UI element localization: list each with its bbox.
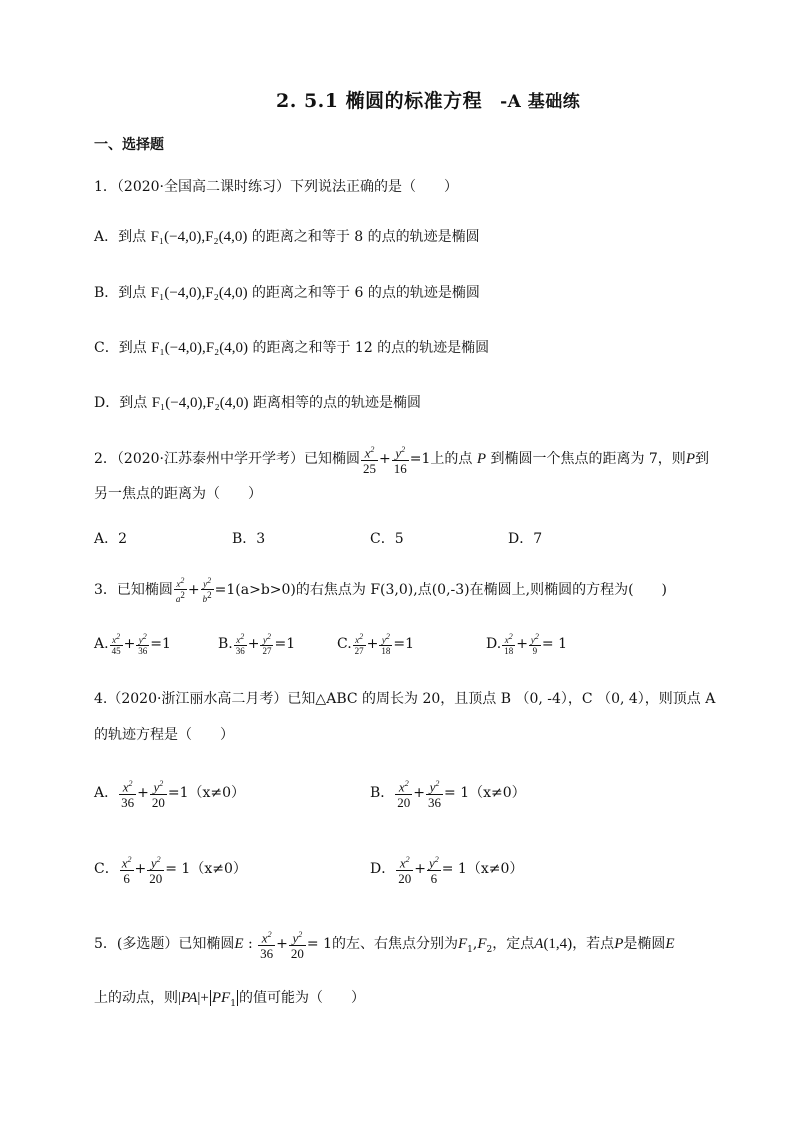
q3-option-b: B. $\frac{x^2}{36}$ + $\frac{y^2}{27}$ =1	[218, 632, 296, 656]
q4-option-a: A． $\frac{x^2}{36}$ + $\frac{y^2}{20}$ =1（x≠0）	[94, 776, 245, 810]
title-main: 2. 5.1 椭圆的标准方程	[276, 90, 483, 112]
q1-option-b: B．到点 F₁(−4,0),F₂(4,0) 的距离之和等于 6 的点的轨迹是椭圆	[94, 285, 480, 301]
q4-stem-line2: 的轨迹方程是（ ）	[94, 727, 234, 743]
q5-stem: 5．(多选题）已知椭圆E : $\frac{x^2}{36}$ + $\frac{y^2}{20}$ = 1的左、右焦点分别为$F_1,F_2$，定点A(1,4)，若点P是椭圆E	[94, 927, 675, 961]
q2-option-b: B．3	[232, 531, 266, 547]
page-title	[276, 86, 580, 113]
q4-option-c: C． $\frac{x^2}{6}$ + $\frac{y^2}{20}$ = 1（x≠0）	[94, 852, 247, 886]
fraction: $\frac{x^2}{25}$	[361, 442, 378, 476]
q2-stem: 2．（2020·江苏泰州中学开学考）已知椭圆 $\frac{x^2}{25}$ + $\frac{y^2}{16}$ =1上的点 P 到椭圆一个焦点的距离为 7，则P到	[94, 442, 709, 476]
q1-option-d: D．到点 F₁(−4,0),F₂(4,0) 距离相等的点的轨迹是椭圆	[94, 395, 421, 411]
section-heading: 一、选择题	[94, 137, 164, 153]
q3-option-d: D. $\frac{x^2}{18}$ + $\frac{y^2}{9}$ = 1	[486, 632, 568, 656]
q4-option-b: B． $\frac{x^2}{20}$ + $\frac{y^2}{36}$ = 1（x≠0）	[370, 776, 526, 810]
q3-option-a: A. $\frac{x^2}{45}$ + $\frac{y^2}{36}$ =1	[94, 632, 171, 656]
q2-option-c: C．5	[370, 531, 404, 547]
q2-stem-line2: 另一焦点的距离为（ ）	[94, 486, 262, 502]
fraction: $\frac{y^2}{16}$	[392, 442, 409, 476]
q4-stem: 4.（2020·浙江丽水高二月考）已知△ABC 的周长为 20，且顶点 B （0, -4），C （0, 4），则顶点 A	[94, 691, 716, 707]
title-sub: -A 基础练	[500, 92, 581, 112]
q2-option-d: D．7	[508, 531, 543, 547]
q1-option-a: A．到点 F₁(−4,0),F₂(4,0) 的距离之和等于 8 的点的轨迹是椭圆	[94, 229, 480, 245]
q3-option-c: C. $\frac{x^2}{27}$ + $\frac{y^2}{18}$ =1	[337, 632, 415, 656]
q4-option-d: D． $\frac{x^2}{20}$ + $\frac{y^2}{6}$ = 1（x≠0）	[370, 852, 523, 886]
q5-stem-line2: 上的动点，则$|PA|+ PF_1$ 的值可能为（ ）	[94, 990, 365, 1009]
q1-stem: 1．（2020·全国高二课时练习）下列说法正确的是（ ）	[94, 179, 458, 195]
q3-stem: 3．已知椭圆 $\frac{x^2}{a^2}$ + $\frac{y^2}{b^2}$ =1(a>b>0)的右焦点为 F(3,0),点(0,-3)在椭圆上,则椭圆的方程为( )	[94, 576, 667, 604]
q1-option-c: C．到点 F₁(−4,0),F₂(4,0) 的距离之和等于 12 的点的轨迹是椭圆	[94, 340, 490, 356]
q2-option-a: A．2	[94, 531, 128, 547]
